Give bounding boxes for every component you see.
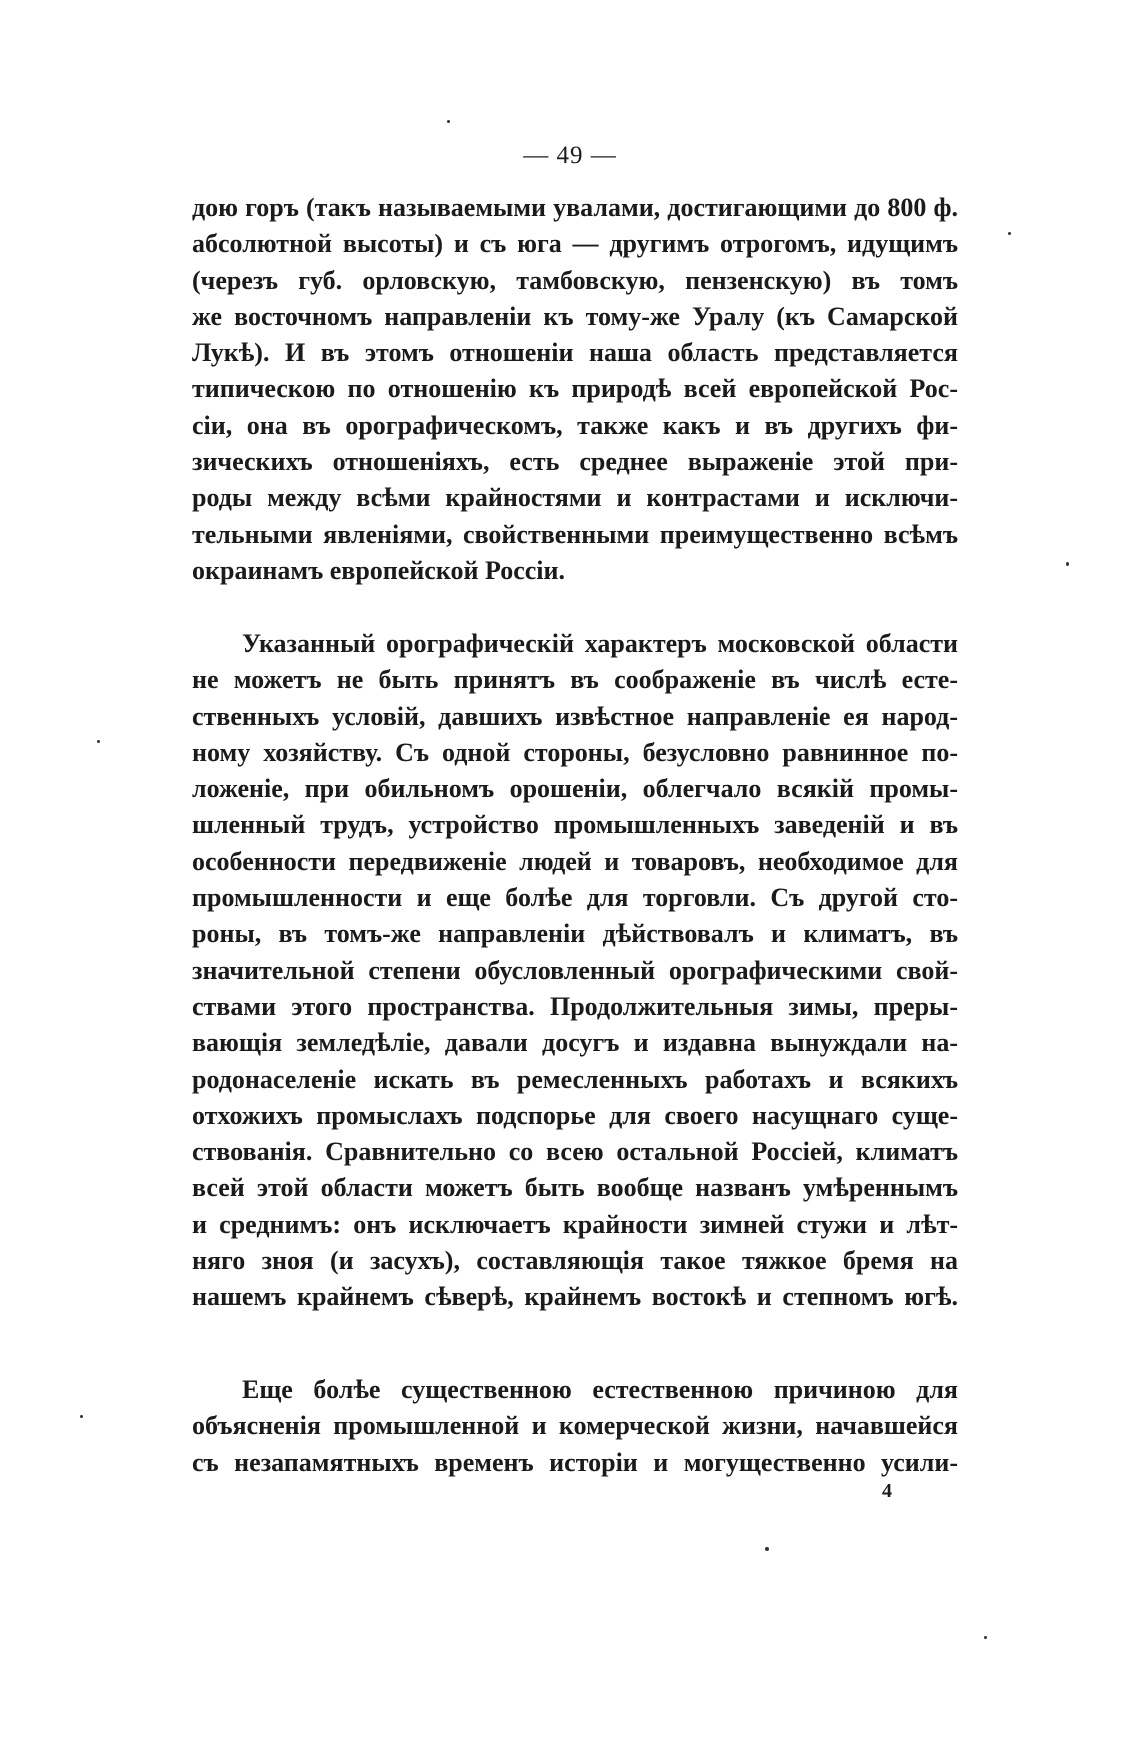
text-line: ствованія. Сравнительно со всею остальной Россіей, климатъ (192, 1137, 958, 1167)
scan-speck (80, 1415, 83, 1418)
text-line: ствами этого пространства. Продолжительныя зимы, преры- (192, 991, 958, 1021)
text-line: промышленности и еще болѣе для торговли. Съ другой сто- (192, 883, 958, 913)
text-line: значительной степени обусловленный орографическими свой- (192, 955, 958, 985)
scan-speck (984, 1636, 987, 1639)
scan-speck (97, 740, 100, 743)
text-line: типическою по отношенію къ природѣ всей европейской Рос- (192, 374, 958, 404)
text-line: (черезъ губ. орловскую, тамбовскую, пензенскую) въ томъ (192, 265, 958, 295)
paragraph-1 (192, 190, 958, 589)
text-line: особенности передвиженіе людей и товаровъ, необходимое для (192, 846, 958, 876)
text-line: отхожихъ промыслахъ подспорье для своего насущнаго суще- (192, 1100, 958, 1130)
text-line: Указанный орографическій характеръ московской области (242, 629, 958, 658)
scan-speck (1008, 232, 1011, 235)
text-line: нашемъ крайнемъ сѣверѣ, крайнемъ востокѣ и степномъ югѣ. (192, 1282, 958, 1312)
text-line: ложеніе, при обильномъ орошеніи, облегчало всякій промы- (192, 774, 958, 804)
text-line: ственныхъ условій, давшихъ извѣстное направленіе ея народ- (192, 701, 958, 731)
text-line: дою горъ (такъ называемыми увалами, достигающими до 800 ф. (192, 193, 958, 222)
text-line: всей этой области можетъ быть вообще названъ умѣреннымъ (192, 1173, 958, 1203)
text-line: няго зноя (и засухъ), составляющія такое тяжкое бремя на (192, 1246, 958, 1276)
page-number: — 49 — (523, 142, 617, 169)
text-line: Еще болѣе существенною естественною причиною для (242, 1375, 958, 1404)
scan-speck (447, 120, 450, 123)
paragraph-3 (192, 1372, 958, 1481)
text-line: родонаселеніе искать въ ремесленныхъ работахъ и всякихъ (192, 1064, 958, 1094)
text-line: зическихъ отношеніяхъ, есть среднее выраженіе этой при- (192, 447, 958, 477)
text-line: же восточномъ направленіи къ тому-же Уралу (къ Самарской (192, 301, 958, 331)
text-line: вающія земледѣліе, давали досугъ и издавна вынуждали на- (192, 1028, 958, 1058)
text-line: абсолютной высоты) и съ юга — другимъ отрогомъ, идущимъ (192, 229, 958, 259)
text-line: Лукѣ). И въ этомъ отношеніи наша область представляется (192, 338, 958, 368)
text-line: объясненія промышленной и комерческой жизни, начавшейся (192, 1411, 958, 1441)
scan-speck (1066, 562, 1069, 566)
text-line: шленный трудъ, устройство промышленныхъ заведеній и въ (192, 810, 958, 840)
text-line: съ незапамятныхъ временъ исторіи и могущественно усили- (192, 1447, 958, 1477)
paragraph-2 (192, 626, 958, 1316)
printer-signature-mark: 4 (882, 1480, 892, 1502)
text-line: окраинамъ европейской Россіи. (192, 555, 565, 585)
text-line: ному хозяйству. Съ одной стороны, безусловно равнинное по- (192, 737, 958, 767)
text-line: роны, въ томъ-же направленіи дѣйствовалъ и климатъ, въ (192, 919, 958, 949)
text-line: сіи, она въ орографическомъ, также какъ и въ другихъ фи- (192, 410, 958, 440)
text-line: не можетъ не быть принятъ въ соображеніе въ числѣ есте- (192, 665, 958, 695)
scan-speck (765, 1547, 769, 1551)
text-line: роды между всѣми крайностями и контрастами и исключи- (192, 483, 958, 513)
text-line: тельными явленіями, свойственными преимущественно всѣмъ (192, 519, 958, 549)
text-line: и среднимъ: онъ исключаетъ крайности зимней стужи и лѣт- (192, 1209, 958, 1239)
